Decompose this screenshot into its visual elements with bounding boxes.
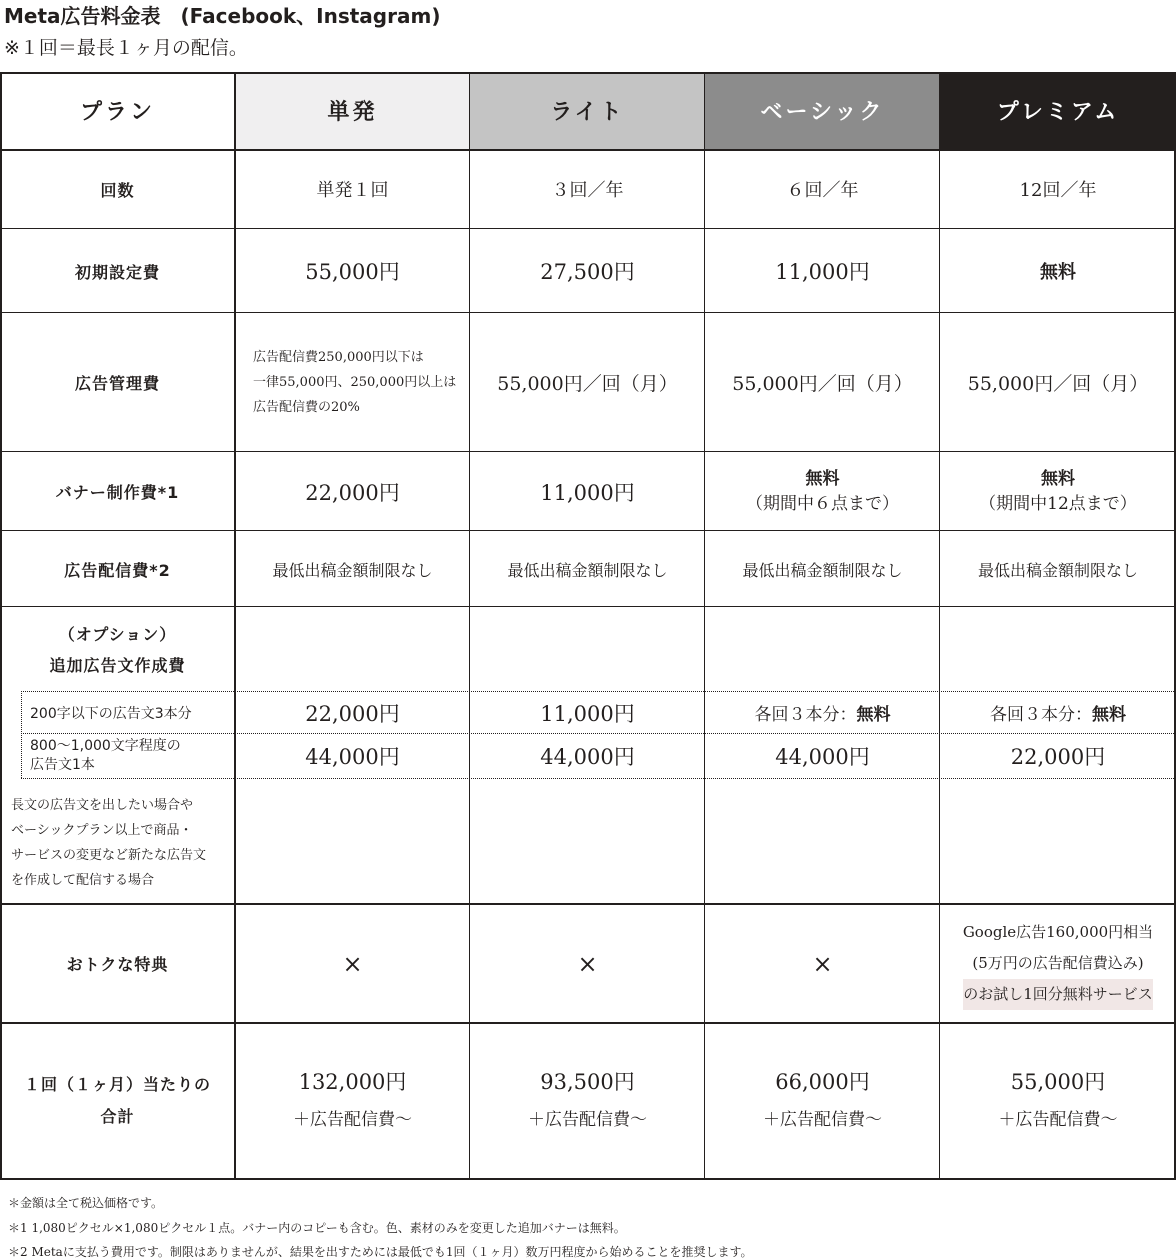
sub1-basic-free: 無料 <box>856 705 891 725</box>
mgmt-note-line: 広告配信費250,000円以下は <box>253 350 424 365</box>
row-label-total <box>0 1023 235 1179</box>
row-label-setup: 初期設定費 <box>74 262 160 282</box>
grid-line <box>0 451 1176 452</box>
setup-basic: 11,000円 <box>775 260 870 284</box>
grid-line <box>1174 72 1176 1180</box>
option-label-line2: 追加広告文作成費 <box>49 656 186 675</box>
adspend-basic: 最低出稿金額制限なし <box>742 560 903 580</box>
header-premium: プレミアム <box>940 72 1176 149</box>
option-sub2-label-line1: 800〜1,000文字程度の <box>30 737 181 754</box>
row-label-count: 回数 <box>100 180 135 200</box>
mgmt-note-line: 一律55,000円、250,000円以上は <box>253 375 457 390</box>
count-tanpatsu: 単発１回 <box>316 180 389 201</box>
dotted-line <box>21 733 1176 734</box>
mgmt-light: 55,000円／回（月） <box>497 373 678 395</box>
sub1-premium-prefix: 各回３本分： <box>990 705 1092 725</box>
total-suffix: ＋広告配信費〜 <box>763 1110 882 1130</box>
option-sub2-label-line2: 広告文1本 <box>30 756 95 773</box>
header-light: ライト <box>470 72 705 149</box>
adspend-tanpatsu: 最低出稿金額制限なし <box>272 560 433 580</box>
bonus-premium <box>940 904 1176 1023</box>
row-label-adspend: 広告配信費*2 <box>64 560 171 580</box>
adspend-premium: 最低出稿金額制限なし <box>977 560 1138 580</box>
total-premium <box>940 1023 1176 1179</box>
total-premium-value: 55,000円 <box>1010 1070 1106 1094</box>
grid-line <box>234 72 236 1180</box>
dotted-line <box>21 778 1176 779</box>
option-note-line: を作成して配信する場合 <box>11 873 155 888</box>
note-3: ＊2 Metaに支払う費用です。制限はありませんが、結果を出すためには最低でも1回（１ヶ月）数万円程度から始めることを推奨します。 <box>8 1245 753 1259</box>
sub1-basic <box>705 692 940 733</box>
grid-line <box>0 1022 1176 1024</box>
sub1-basic-prefix: 各回３本分： <box>754 705 857 725</box>
setup-premium: 無料 <box>1040 262 1076 283</box>
count-light: ３回／年 <box>551 180 624 201</box>
grid-line <box>0 1178 1176 1180</box>
option-note-line: 長文の広告文を出したい場合や <box>11 798 194 813</box>
banner-tanpatsu: 22,000円 <box>305 480 400 505</box>
count-basic: ６回／年 <box>786 180 859 201</box>
mgmt-note-line: 広告配信費の20% <box>253 400 360 415</box>
adspend-light: 最低出稿金額制限なし <box>507 560 668 580</box>
page-title: Meta広告料金表 (Facebook、Instagram) <box>4 4 441 28</box>
dotted-line <box>21 691 1176 692</box>
bonus-premium-line2: (5万円の広告配信費込み) <box>972 954 1144 972</box>
banner-premium-sub: （期間中12点まで） <box>979 493 1137 514</box>
grid-line <box>0 72 1176 74</box>
banner-basic-sub: （期間中６点まで） <box>746 493 899 514</box>
grid-line <box>469 72 470 1180</box>
page-subtitle: ※１回＝最長１ヶ月の配信。 <box>4 37 248 59</box>
option-note <box>0 790 235 896</box>
total-basic-value: 66,000円 <box>775 1070 870 1094</box>
grid-line <box>0 530 1176 531</box>
total-suffix: ＋広告配信費〜 <box>998 1110 1118 1130</box>
sub2-premium: 22,000円 <box>1010 744 1106 769</box>
total-label-line2: 合計 <box>100 1107 135 1126</box>
mgmt-premium: 55,000円／回（月） <box>967 373 1149 395</box>
option-sub1-label: 200字以下の広告文3本分 <box>30 705 192 722</box>
banner-basic <box>705 452 940 531</box>
banner-premium-main: 無料 <box>1041 468 1075 489</box>
option-label <box>0 615 235 685</box>
mgmt-tanpatsu-note <box>235 313 470 452</box>
bonus-tanpatsu: × <box>342 949 363 978</box>
grid-line <box>704 72 705 1180</box>
grid-line <box>0 72 2 1180</box>
option-label-line1: （オプション） <box>58 625 177 644</box>
header-plan: プラン <box>79 100 155 125</box>
note-1: ＊金額は全て税込価格です。 <box>8 1196 164 1210</box>
row-label-mgmt: 広告管理費 <box>74 374 160 393</box>
sub1-premium <box>940 692 1176 733</box>
total-light <box>470 1023 705 1179</box>
grid-line <box>939 72 940 1180</box>
row-label-banner: バナー制作費*1 <box>55 483 180 502</box>
total-label-line1: １回（１ヶ月）当たりの <box>23 1075 211 1094</box>
bonus-premium-line3: のお試し1回分無料サービス <box>963 979 1153 1010</box>
sub2-light: 44,000円 <box>540 744 635 769</box>
banner-premium <box>940 452 1176 531</box>
count-premium: 12回／年 <box>1019 180 1097 201</box>
pricing-table <box>0 72 1176 1180</box>
bonus-basic: × <box>812 949 833 978</box>
header-tanpatsu: 単発 <box>235 72 470 149</box>
header-basic: ベーシック <box>705 72 940 149</box>
sub2-basic: 44,000円 <box>775 744 870 769</box>
total-basic <box>705 1023 940 1179</box>
mgmt-basic: 55,000円／回（月） <box>732 373 913 395</box>
total-tanpatsu-value: 132,000円 <box>298 1070 407 1094</box>
total-light-value: 93,500円 <box>540 1070 635 1094</box>
sub1-premium-free: 無料 <box>1092 705 1126 725</box>
bonus-light: × <box>577 949 598 978</box>
option-note-line: サービスの変更など新たな広告文 <box>11 848 207 863</box>
banner-basic-main: 無料 <box>805 468 840 489</box>
total-suffix: ＋広告配信費〜 <box>293 1110 412 1130</box>
setup-light: 27,500円 <box>540 260 635 284</box>
total-tanpatsu <box>235 1023 470 1179</box>
note-2: ＊1 1,080ピクセル×1,080ピクセル１点。バナー内のコピーも含む。色、素材のみを変更した追加バナーは無料。 <box>8 1221 626 1235</box>
option-note-line: ベーシックプラン以上で商品・ <box>11 823 193 838</box>
row-label-bonus: おトクな特典 <box>66 955 169 974</box>
banner-light: 11,000円 <box>540 480 635 505</box>
grid-line <box>0 149 1176 151</box>
grid-line <box>0 606 1176 607</box>
grid-line <box>0 903 1176 905</box>
option-sub2-label <box>22 733 235 778</box>
total-suffix: ＋広告配信費〜 <box>528 1110 647 1130</box>
setup-tanpatsu: 55,000円 <box>305 260 400 284</box>
dotted-line <box>21 691 22 778</box>
sub2-tanpatsu: 44,000円 <box>305 744 400 769</box>
bonus-premium-line1: Google広告160,000円相当 <box>962 923 1154 941</box>
sub1-tanpatsu: 22,000円 <box>305 701 400 726</box>
sub1-light: 11,000円 <box>540 701 635 726</box>
grid-line <box>0 228 1176 229</box>
grid-line <box>0 312 1176 313</box>
